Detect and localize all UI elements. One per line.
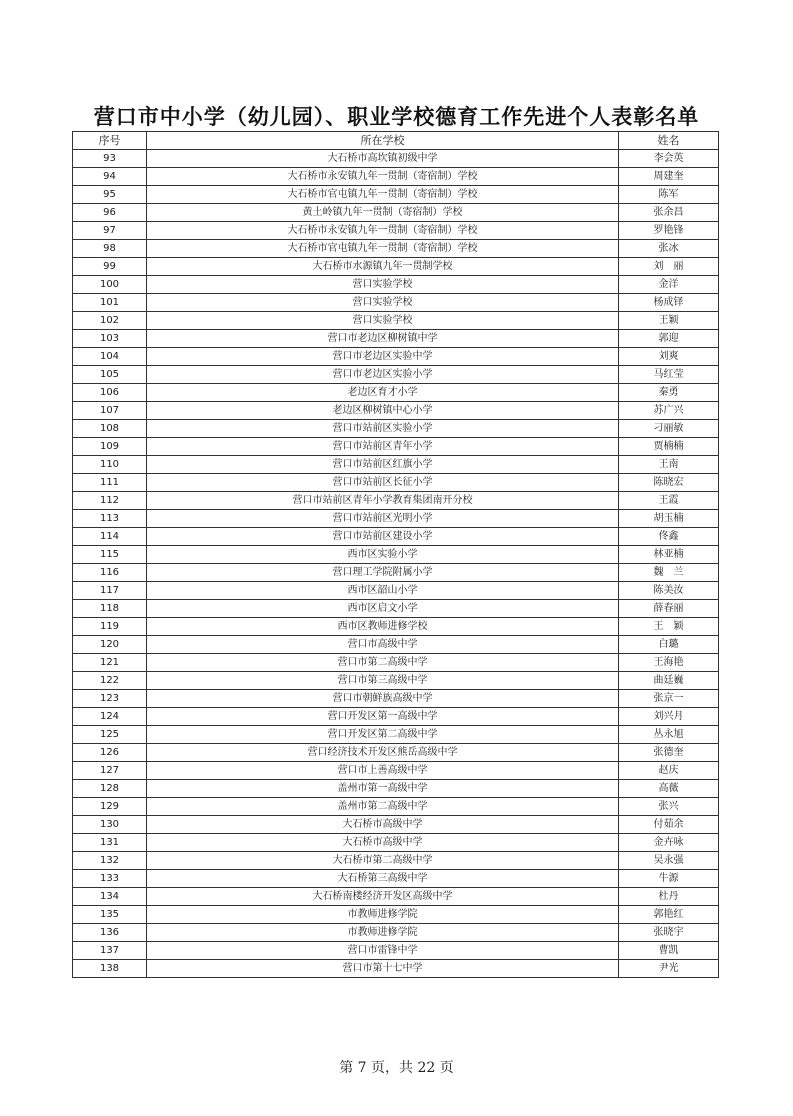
cell-school: 市教师进修学院 — [147, 906, 619, 924]
cell-no: 132 — [73, 852, 147, 870]
cell-name: 杜丹 — [619, 888, 719, 906]
cell-school: 西市区实验小学 — [147, 546, 619, 564]
cell-no: 97 — [73, 222, 147, 240]
table-row — [73, 798, 719, 816]
cell-no: 103 — [73, 330, 147, 348]
table-row — [73, 258, 719, 276]
cell-school: 大石桥市永安镇九年一贯制（寄宿制）学校 — [147, 222, 619, 240]
cell-no: 138 — [73, 960, 147, 978]
cell-school: 营口市站前区长征小学 — [147, 474, 619, 492]
cell-name: 尹光 — [619, 960, 719, 978]
cell-name: 赵庆 — [619, 762, 719, 780]
table-row — [73, 582, 719, 600]
cell-school: 营口实验学校 — [147, 312, 619, 330]
table-row — [73, 366, 719, 384]
cell-no: 114 — [73, 528, 147, 546]
cell-name: 林亚楠 — [619, 546, 719, 564]
cell-school: 西市区启文小学 — [147, 600, 619, 618]
cell-name: 曲廷巍 — [619, 672, 719, 690]
table-row — [73, 942, 719, 960]
cell-school: 盖州市第一高级中学 — [147, 780, 619, 798]
cell-school: 营口市第三高级中学 — [147, 672, 619, 690]
cell-no: 105 — [73, 366, 147, 384]
cell-name: 郭迎 — [619, 330, 719, 348]
cell-name: 王南 — [619, 456, 719, 474]
cell-name: 陈美汝 — [619, 582, 719, 600]
cell-school: 营口市雷锋中学 — [147, 942, 619, 960]
cell-no: 94 — [73, 168, 147, 186]
table-row — [73, 456, 719, 474]
cell-no: 102 — [73, 312, 147, 330]
cell-no: 124 — [73, 708, 147, 726]
table-row — [73, 420, 719, 438]
page-title: 营口市中小学（幼儿园）、职业学校德育工作先进个人表彰名单 — [93, 104, 700, 129]
cell-school: 营口市第二高级中学 — [147, 654, 619, 672]
table-row — [73, 852, 719, 870]
table-row — [73, 636, 719, 654]
cell-school: 营口市老边区柳树镇中学 — [147, 330, 619, 348]
cell-school: 营口市站前区青年小学 — [147, 438, 619, 456]
cell-name: 金卉咏 — [619, 834, 719, 852]
table-row — [73, 960, 719, 978]
cell-name: 刁丽敏 — [619, 420, 719, 438]
cell-no: 100 — [73, 276, 147, 294]
cell-name: 李会英 — [619, 150, 719, 168]
cell-no: 108 — [73, 420, 147, 438]
cell-school: 营口市朝鲜族高级中学 — [147, 690, 619, 708]
cell-name: 胡玉楠 — [619, 510, 719, 528]
table-row — [73, 780, 719, 798]
cell-name: 张兴 — [619, 798, 719, 816]
table-row — [73, 708, 719, 726]
cell-no: 128 — [73, 780, 147, 798]
cell-name: 牛源 — [619, 870, 719, 888]
table-row — [73, 474, 719, 492]
cell-no: 134 — [73, 888, 147, 906]
cell-school: 营口实验学校 — [147, 294, 619, 312]
cell-name: 付茹余 — [619, 816, 719, 834]
cell-name: 苏广兴 — [619, 402, 719, 420]
cell-name: 罗艳锋 — [619, 222, 719, 240]
cell-no: 109 — [73, 438, 147, 456]
cell-no: 111 — [73, 474, 147, 492]
cell-name: 曹凯 — [619, 942, 719, 960]
cell-name: 贾楠楠 — [619, 438, 719, 456]
cell-name: 秦勇 — [619, 384, 719, 402]
cell-school: 营口市站前区红旗小学 — [147, 456, 619, 474]
table-row — [73, 438, 719, 456]
table-row — [73, 330, 719, 348]
cell-school: 营口市老边区实验中学 — [147, 348, 619, 366]
cell-no: 104 — [73, 348, 147, 366]
cell-no: 110 — [73, 456, 147, 474]
table-row — [73, 150, 719, 168]
table-body — [73, 150, 719, 978]
table-row — [73, 834, 719, 852]
table-row — [73, 312, 719, 330]
cell-no: 127 — [73, 762, 147, 780]
cell-name: 杨成铎 — [619, 294, 719, 312]
cell-no: 113 — [73, 510, 147, 528]
cell-name: 刘兴月 — [619, 708, 719, 726]
cell-school: 老边区育才小学 — [147, 384, 619, 402]
cell-name: 王霞 — [619, 492, 719, 510]
cell-name: 王 颖 — [619, 618, 719, 636]
cell-school: 市教师进修学院 — [147, 924, 619, 942]
table-row — [73, 168, 719, 186]
cell-name: 魏 兰 — [619, 564, 719, 582]
cell-no: 99 — [73, 258, 147, 276]
table-row — [73, 204, 719, 222]
cell-school: 营口市站前区建设小学 — [147, 528, 619, 546]
cell-no: 116 — [73, 564, 147, 582]
honor-roll-table — [72, 131, 719, 978]
column-header-school: 所在学校 — [147, 132, 619, 150]
table-row — [73, 906, 719, 924]
cell-name: 陈军 — [619, 186, 719, 204]
table-row — [73, 672, 719, 690]
cell-school: 黄土岭镇九年一贯制（寄宿制）学校 — [147, 204, 619, 222]
cell-name: 张京一 — [619, 690, 719, 708]
cell-no: 133 — [73, 870, 147, 888]
cell-school: 营口市站前区青年小学教育集团南开分校 — [147, 492, 619, 510]
cell-no: 112 — [73, 492, 147, 510]
table-row — [73, 726, 719, 744]
table-header-row — [73, 132, 719, 150]
table-row — [73, 348, 719, 366]
table-row — [73, 600, 719, 618]
cell-school: 大石桥第三高级中学 — [147, 870, 619, 888]
cell-school: 大石桥市水源镇九年一贯制学校 — [147, 258, 619, 276]
cell-school: 大石桥市高级中学 — [147, 834, 619, 852]
cell-school: 营口经济技术开发区熊岳高级中学 — [147, 744, 619, 762]
cell-no: 129 — [73, 798, 147, 816]
cell-no: 119 — [73, 618, 147, 636]
cell-school: 营口市站前区实验小学 — [147, 420, 619, 438]
cell-name: 高薇 — [619, 780, 719, 798]
cell-no: 135 — [73, 906, 147, 924]
cell-name: 薛春丽 — [619, 600, 719, 618]
table-row — [73, 546, 719, 564]
cell-name: 郭艳红 — [619, 906, 719, 924]
cell-name: 王海艳 — [619, 654, 719, 672]
cell-school: 营口开发区第一高级中学 — [147, 708, 619, 726]
table-row — [73, 222, 719, 240]
table-row — [73, 888, 719, 906]
cell-no: 106 — [73, 384, 147, 402]
cell-no: 117 — [73, 582, 147, 600]
table-row — [73, 870, 719, 888]
cell-no: 130 — [73, 816, 147, 834]
table-row — [73, 186, 719, 204]
cell-no: 120 — [73, 636, 147, 654]
table-row — [73, 528, 719, 546]
table-row — [73, 618, 719, 636]
cell-no: 93 — [73, 150, 147, 168]
cell-no: 107 — [73, 402, 147, 420]
column-header-name: 姓名 — [619, 132, 719, 150]
cell-school: 大石桥市高坎镇初级中学 — [147, 150, 619, 168]
cell-no: 118 — [73, 600, 147, 618]
cell-name: 张余昌 — [619, 204, 719, 222]
cell-school: 营口理工学院附属小学 — [147, 564, 619, 582]
cell-no: 137 — [73, 942, 147, 960]
cell-school: 盖州市第二高级中学 — [147, 798, 619, 816]
table-row — [73, 690, 719, 708]
cell-school: 大石桥市高级中学 — [147, 816, 619, 834]
cell-school: 营口开发区第二高级中学 — [147, 726, 619, 744]
cell-name: 马红莹 — [619, 366, 719, 384]
cell-name: 张冰 — [619, 240, 719, 258]
column-header-no: 序号 — [73, 132, 147, 150]
table-row — [73, 564, 719, 582]
cell-name: 陈晓宏 — [619, 474, 719, 492]
cell-name: 张德奎 — [619, 744, 719, 762]
cell-school: 营口市第十七中学 — [147, 960, 619, 978]
cell-school: 大石桥市官屯镇九年一贯制（寄宿制）学校 — [147, 186, 619, 204]
cell-school: 营口实验学校 — [147, 276, 619, 294]
table-row — [73, 654, 719, 672]
cell-no: 101 — [73, 294, 147, 312]
cell-school: 大石桥市永安镇九年一贯制（寄宿制）学校 — [147, 168, 619, 186]
cell-name: 周建奎 — [619, 168, 719, 186]
cell-no: 98 — [73, 240, 147, 258]
cell-school: 大石桥市第二高级中学 — [147, 852, 619, 870]
page-number: 第 7 页，共 22 页 — [339, 1060, 454, 1076]
cell-name: 刘 丽 — [619, 258, 719, 276]
cell-no: 121 — [73, 654, 147, 672]
table-row — [73, 924, 719, 942]
cell-name: 王颖 — [619, 312, 719, 330]
table-row — [73, 240, 719, 258]
cell-school: 老边区柳树镇中心小学 — [147, 402, 619, 420]
cell-name: 金洋 — [619, 276, 719, 294]
table-row — [73, 276, 719, 294]
table-row — [73, 816, 719, 834]
cell-no: 125 — [73, 726, 147, 744]
cell-school: 营口市老边区实验小学 — [147, 366, 619, 384]
cell-name: 丛永旭 — [619, 726, 719, 744]
table-row — [73, 762, 719, 780]
table-row — [73, 402, 719, 420]
cell-name: 吴永强 — [619, 852, 719, 870]
table-row — [73, 384, 719, 402]
table-row — [73, 510, 719, 528]
cell-no: 136 — [73, 924, 147, 942]
cell-no: 123 — [73, 690, 147, 708]
cell-school: 营口市上善高级中学 — [147, 762, 619, 780]
table-row — [73, 744, 719, 762]
table-row — [73, 294, 719, 312]
cell-no: 131 — [73, 834, 147, 852]
cell-no: 126 — [73, 744, 147, 762]
cell-name: 佟鑫 — [619, 528, 719, 546]
table-row — [73, 492, 719, 510]
cell-school: 营口市站前区光明小学 — [147, 510, 619, 528]
cell-name: 白璐 — [619, 636, 719, 654]
cell-school: 西市区教师进修学校 — [147, 618, 619, 636]
cell-name: 刘爽 — [619, 348, 719, 366]
cell-school: 西市区韶山小学 — [147, 582, 619, 600]
cell-no: 115 — [73, 546, 147, 564]
cell-school: 大石桥南楼经济开发区高级中学 — [147, 888, 619, 906]
cell-no: 95 — [73, 186, 147, 204]
cell-no: 122 — [73, 672, 147, 690]
cell-no: 96 — [73, 204, 147, 222]
cell-school: 大石桥市官屯镇九年一贯制（寄宿制）学校 — [147, 240, 619, 258]
cell-name: 张晓宇 — [619, 924, 719, 942]
cell-school: 营口市高级中学 — [147, 636, 619, 654]
